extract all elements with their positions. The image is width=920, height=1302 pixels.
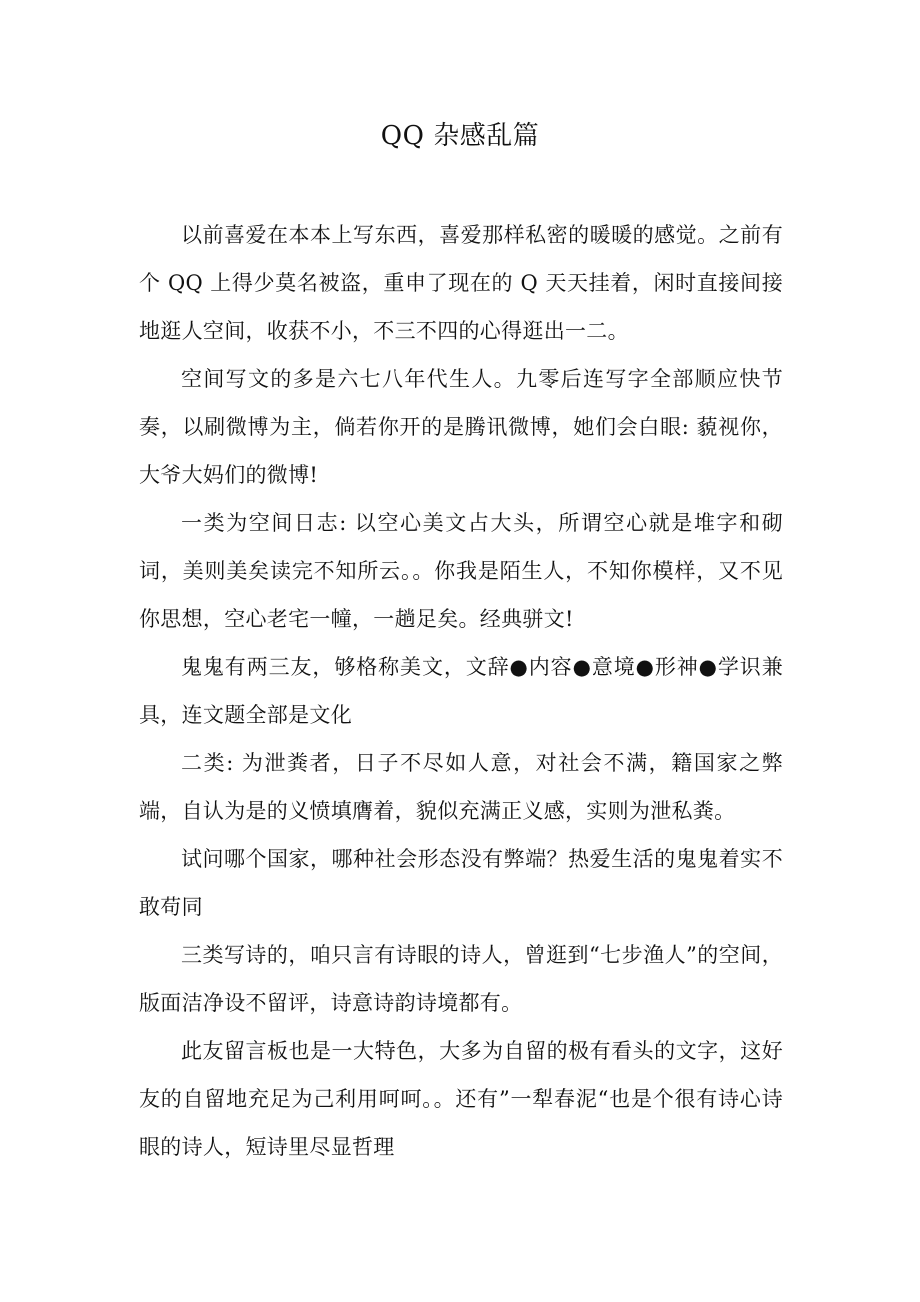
paragraph-1: 以前喜爱在本本上写东西，喜爱那样私密的暖暖的感觉。之前有个 QQ 上得少莫名被盗，重申了现在的 Q 天天挂着，闲时直接间接地逛人空间，收获不小，不三不四的心得逛出一二。 [139, 223, 783, 343]
document-title: QQ 杂感乱篇 [380, 121, 540, 151]
document-body [139, 211, 783, 1171]
paragraph-3: 一类为空间日志: 以空心美文占大头，所谓空心就是堆字和砌词，美则美矣读完不知所云。。你我是陌生人，不知你模样，又不见你思想，空心老宅一幢，一趟足矣。经典骈文! [139, 511, 783, 631]
paragraph-2: 空间写文的多是六七八年代生人。九零后连写字全部顺应快节奏，以刷微博为主，倘若你开的是腾讯微博，她们会白眼: 藐视你，大爷大妈们的微博! [139, 367, 783, 487]
paragraph-6: 试问哪个国家，哪种社会形态没有弊端？热爱生活的鬼鬼着实不敢苟同 [139, 847, 783, 919]
paragraph-5: 二类: 为泄粪者，日子不尽如人意，对社会不满，籍国家之弊端，自认为是的义愤填膺着，貌似充满正义感，实则为泄私粪。 [139, 751, 783, 823]
paragraph-8: 此友留言板也是一大特色，大多为自留的极有看头的文字，这好友的自留地充足为己利用呵呵。。还有”一犁春泥“也是个很有诗心诗眼的诗人，短诗里尽显哲理 [139, 1039, 783, 1159]
paragraph-7: 三类写诗的，咱只言有诗眼的诗人，曾逛到“七步渔人”的空间，版面洁净设不留评，诗意诗韵诗境都有。 [139, 943, 783, 1015]
paragraph-4: 鬼鬼有两三友，够格称美文，文辞●内容●意境●形神●学识兼具，连文题全部是文化 [139, 655, 783, 727]
